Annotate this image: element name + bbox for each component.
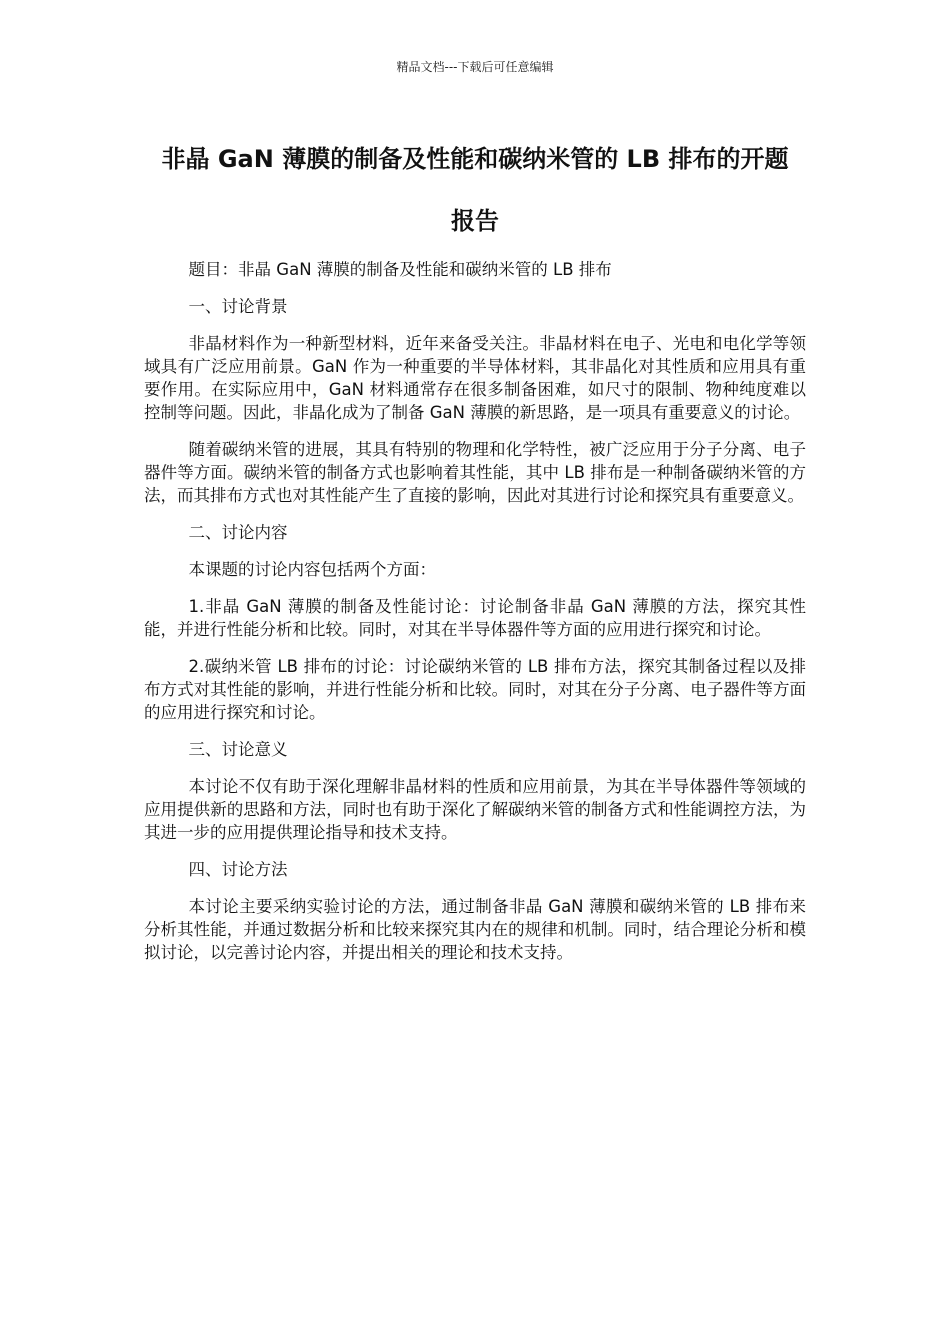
content-paragraph-intro: 本课题的讨论内容包括两个方面： [188, 560, 437, 579]
document-title-line-1: 非晶 GaN 薄膜的制备及性能和碳纳米管的 LB 排布的开题 [161, 145, 789, 173]
section-heading-content: 二、讨论内容 [188, 523, 288, 542]
background-paragraph-1: 非晶材料作为一种新型材料，近年来备受关注。非晶材料在电子、光电和电化学等领域具有广泛应用前景。GaN 作为一种重要的半导体材料，其非晶化对其性质和应用具有重要作用。在实际应用中，GaN 材料通常存在很多制备困难，如尺寸的限制、物种纯度难以控制等问题。因此，非晶化成为了制备 GaN 薄膜的新思路，是一项具有重要意义的讨论。 [144, 334, 806, 422]
section-heading-method: 四、讨论方法 [188, 860, 288, 879]
document-title [140, 128, 810, 252]
content-paragraph-item-2: 2.碳纳米管 LB 排布的讨论：讨论碳纳米管的 LB 排布方法，探究其制备过程以及排布方式对其性能的影响，并进行性能分析和比较。同时，对其在分子分离、电子器件等方面的应用进行探究和讨论。 [144, 657, 806, 722]
topic-line: 题目：非晶 GaN 薄膜的制备及性能和碳纳米管的 LB 排布 [188, 260, 612, 279]
document-title-line-2: 报告 [451, 207, 499, 235]
content-paragraph-item-1: 1.非晶 GaN 薄膜的制备及性能讨论：讨论制备非晶 GaN 薄膜的方法，探究其性能，并进行性能分析和比较。同时，对其在半导体器件等方面的应用进行探究和讨论。 [144, 597, 806, 639]
significance-paragraph: 本讨论不仅有助于深化理解非晶材料的性质和应用前景，为其在半导体器件等领域的应用提供新的思路和方法，同时也有助于深化了解碳纳米管的制备方式和性能调控方法，为其进一步的应用提供理论指导和技术支持。 [144, 777, 806, 842]
section-heading-significance: 三、讨论意义 [188, 740, 288, 759]
method-paragraph: 本讨论主要采纳实验讨论的方法，通过制备非晶 GaN 薄膜和碳纳米管的 LB 排布来分析其性能，并通过数据分析和比较来探究其内在的规律和机制。同时，结合理论分析和模拟讨论，以完善讨论内容，并提出相关的理论和技术支持。 [144, 897, 806, 962]
document-body [144, 258, 806, 978]
background-paragraph-2: 随着碳纳米管的进展，其具有特别的物理和化学特性，被广泛应用于分子分离、电子器件等方面。碳纳米管的制备方式也影响着其性能，其中 LB 排布是一种制备碳纳米管的方法，而其排布方式也对其性能产生了直接的影响，因此对其进行讨论和探究具有重要意义。 [144, 440, 806, 505]
header-note: 精品文档---下载后可任意编辑 [396, 60, 554, 74]
section-heading-background: 一、讨论背景 [188, 297, 288, 316]
